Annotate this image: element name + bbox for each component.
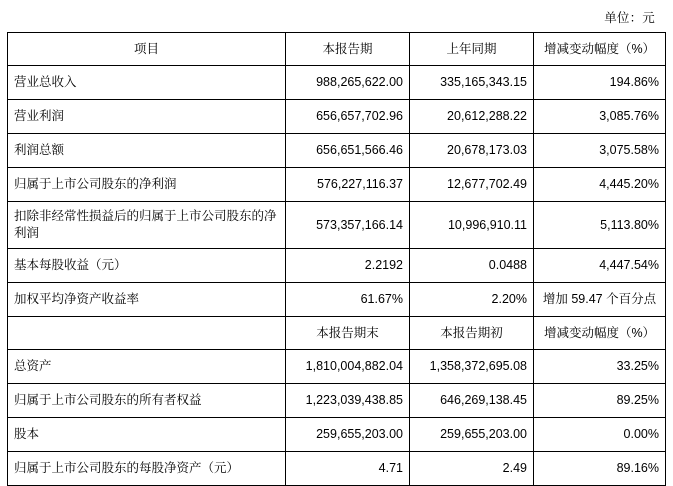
row-current: 4.71 bbox=[286, 452, 410, 486]
row-change: 5,113.80% bbox=[534, 202, 666, 249]
row-current: 656,651,566.46 bbox=[286, 134, 410, 168]
table-row bbox=[8, 283, 666, 317]
table-header-row-period bbox=[8, 33, 666, 66]
row-current: 61.67% bbox=[286, 283, 410, 317]
row-current: 988,265,622.00 bbox=[286, 66, 410, 100]
header-cell-change-rate: 增减变动幅度（%） bbox=[534, 317, 666, 350]
row-previous: 2.20% bbox=[410, 283, 534, 317]
header-cell-period-end: 本报告期末 bbox=[286, 317, 410, 350]
table-row bbox=[8, 249, 666, 283]
table-row bbox=[8, 100, 666, 134]
row-previous: 1,358,372,695.08 bbox=[410, 350, 534, 384]
table-row bbox=[8, 66, 666, 100]
table-row bbox=[8, 350, 666, 384]
table-row bbox=[8, 134, 666, 168]
financial-summary-table bbox=[7, 32, 666, 486]
row-change: 3,075.58% bbox=[534, 134, 666, 168]
row-previous: 20,612,288.22 bbox=[410, 100, 534, 134]
row-label: 扣除非经常性损益后的归属于上市公司股东的净利润 bbox=[8, 202, 286, 249]
row-label: 加权平均净资产收益率 bbox=[8, 283, 286, 317]
header-cell-change-rate: 增减变动幅度（%） bbox=[534, 33, 666, 66]
row-current: 1,223,039,438.85 bbox=[286, 384, 410, 418]
header-cell-prior-period: 上年同期 bbox=[410, 33, 534, 66]
row-current: 1,810,004,882.04 bbox=[286, 350, 410, 384]
table-row bbox=[8, 418, 666, 452]
row-label: 营业利润 bbox=[8, 100, 286, 134]
table-row bbox=[8, 202, 666, 249]
unit-note: 单位：元 bbox=[604, 11, 655, 25]
row-label: 归属于上市公司股东的净利润 bbox=[8, 168, 286, 202]
row-label: 归属于上市公司股东的所有者权益 bbox=[8, 384, 286, 418]
row-label: 营业总收入 bbox=[8, 66, 286, 100]
table-header-row-balance bbox=[8, 317, 666, 350]
header-cell-current-period: 本报告期 bbox=[286, 33, 410, 66]
row-current: 573,357,166.14 bbox=[286, 202, 410, 249]
table-row bbox=[8, 384, 666, 418]
row-label: 利润总额 bbox=[8, 134, 286, 168]
row-change: 0.00% bbox=[534, 418, 666, 452]
row-label: 基本每股收益（元） bbox=[8, 249, 286, 283]
row-current: 656,657,702.96 bbox=[286, 100, 410, 134]
row-previous: 646,269,138.45 bbox=[410, 384, 534, 418]
row-change: 89.25% bbox=[534, 384, 666, 418]
row-change: 89.16% bbox=[534, 452, 666, 486]
row-change: 4,445.20% bbox=[534, 168, 666, 202]
row-previous: 0.0488 bbox=[410, 249, 534, 283]
row-previous: 335,165,343.15 bbox=[410, 66, 534, 100]
row-previous: 20,678,173.03 bbox=[410, 134, 534, 168]
row-previous: 12,677,702.49 bbox=[410, 168, 534, 202]
row-label: 总资产 bbox=[8, 350, 286, 384]
row-change: 194.86% bbox=[534, 66, 666, 100]
row-change: 3,085.76% bbox=[534, 100, 666, 134]
row-change: 4,447.54% bbox=[534, 249, 666, 283]
row-current: 259,655,203.00 bbox=[286, 418, 410, 452]
header-cell-period-begin: 本报告期初 bbox=[410, 317, 534, 350]
table-row bbox=[8, 452, 666, 486]
row-current: 2.2192 bbox=[286, 249, 410, 283]
row-previous: 2.49 bbox=[410, 452, 534, 486]
row-change: 增加 59.47 个百分点 bbox=[534, 283, 666, 317]
header-cell-blank bbox=[8, 317, 286, 350]
row-previous: 259,655,203.00 bbox=[410, 418, 534, 452]
row-label: 归属于上市公司股东的每股净资产（元） bbox=[8, 452, 286, 486]
header-cell-item: 项目 bbox=[8, 33, 286, 66]
table-row bbox=[8, 168, 666, 202]
row-previous: 10,996,910.11 bbox=[410, 202, 534, 249]
row-change: 33.25% bbox=[534, 350, 666, 384]
row-current: 576,227,116.37 bbox=[286, 168, 410, 202]
row-label: 股本 bbox=[8, 418, 286, 452]
